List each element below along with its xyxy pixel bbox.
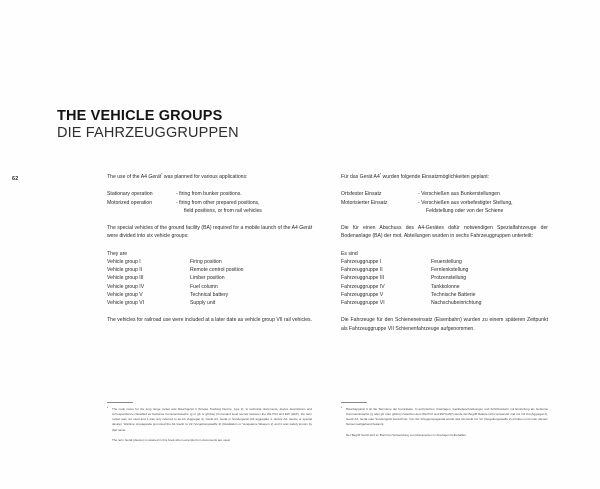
vehicle-group-row xyxy=(107,274,312,282)
footnote-item xyxy=(341,433,548,438)
german-railroad-note: Die Fahrzeuge für den Schieneneinsatz (Eisenbahn) wurden zu einem späteren Zeitpunkt als Fahrzeuggruppe VII Schienenfahrzeuge aufgenommen. xyxy=(341,317,548,332)
vehicle-group-name: Fahrzeuggruppe V xyxy=(341,291,384,298)
vehicle-group-name: Fahrzeuggruppe II xyxy=(341,267,383,273)
operation-term: Motorisierter Einsatz xyxy=(341,199,388,206)
vehicle-group-name: Vehicle group V xyxy=(107,291,143,298)
german-group-lead: Es sind xyxy=(341,250,358,257)
vehicle-group-name: Fahrzeuggruppe IV xyxy=(341,283,385,290)
footnote-item xyxy=(341,407,548,428)
vehicle-group-value: Tankkolonne xyxy=(431,283,460,290)
english-railroad-note: The vehicles for railroad use were included at a later date as vehicle group VII rail vehicles. xyxy=(107,317,312,324)
vehicle-group-value: Remote control position xyxy=(190,267,244,273)
vehicle-group-value: Protzenstellung xyxy=(431,275,467,282)
operation-desc: field positions, or from rail vehicles xyxy=(184,207,262,214)
page-number: 62 xyxy=(12,176,19,182)
vehicle-group-row xyxy=(341,283,548,291)
german-intro: Für das Gerät A4* wurden folgende Einsatzmöglichkeiten geplant: xyxy=(341,172,490,180)
operation-desc: Feldstellung oder von der Schiene xyxy=(426,207,504,214)
vehicle-group-value: Technische Batterie xyxy=(431,291,476,298)
vehicle-group-row xyxy=(107,299,312,307)
footnote-marker: * xyxy=(341,406,343,410)
operation-row xyxy=(341,207,548,215)
vehicle-group-value: Firing position xyxy=(190,258,222,265)
vehicle-group-value: Limber position xyxy=(190,275,225,282)
vehicle-group-row xyxy=(107,258,312,266)
german-column xyxy=(341,173,548,333)
operation-row xyxy=(107,207,312,215)
english-special-vehicles: The special vehicles of the ground facility (BA) required for a mobile launch of the A4 Gerät were divided into six vehicle groups: xyxy=(107,225,312,240)
operation-desc: - Verschießen aus vorbefestigter Stellung, xyxy=(418,199,513,206)
operation-row xyxy=(341,199,548,207)
vehicle-group-name: Vehicle group III xyxy=(107,275,144,282)
vehicle-group-name: Fahrzeuggruppe III xyxy=(341,275,385,282)
vehicle-group-row xyxy=(341,274,548,282)
footnote-text: Räuchapparat II ist die Tarnname der Fernrakete. In technischen Unterlagen, Gerätebeschreibungen und Schriftverkehr mit Einstufung als Geheime Kommandosache (g oder gK oder gKdos) zwischen dem Wa Prüf und EW (HAP) wurde der Begriff Rakete nicht verwendet und nur mit A4 (Aggregat 4), Gerät A4, Gerät oder Sondergerät bezeichnet. Von der Kriegspropaganda wurde das A4-Gerät zur V2 (Vergeltungswaffe 2) erhoben und unter diesem Namen weltgehend bekannt. xyxy=(346,406,548,427)
vehicle-group-value: Supply unit xyxy=(190,300,216,306)
footnotes-english xyxy=(107,402,312,448)
operation-desc: - Verschießen aus Bunkerstellungen xyxy=(418,191,500,198)
english-group-lead: They are xyxy=(107,250,128,257)
vehicle-group-name: Vehicle group VI xyxy=(107,300,145,306)
operation-term: Stationary operation xyxy=(107,191,153,198)
english-column xyxy=(107,173,312,325)
footnote-text: The term Gerät (device) is retained in this book when excerpts from documents are used. xyxy=(112,437,231,442)
german-special-vehicles: Die für einen Abschuss des A4-Gerätes dafür notwendigen Spezialfahrzeuge der Bodenanlage (BA) der mot. Abteilungen wurden in sechs Fahrzeuggruppen unterteilt: xyxy=(341,225,548,240)
footnote-rule xyxy=(107,402,133,403)
vehicle-group-row xyxy=(341,299,548,307)
vehicle-group-name: Vehicle group IV xyxy=(107,283,145,290)
footnote-item xyxy=(107,438,312,443)
vehicle-group-value: Fernlenkstellung xyxy=(431,267,469,273)
operation-row xyxy=(107,190,312,198)
footnote-text: The code name for the long range rocket was Räuchgerät II (Smoke Tracking Device, type 2). In technical documents, device descriptions and correspondence classified as Geheime Kommandosache (g or gK or gKdos) (Command level secret) between the Wa Prüf and EW (HAP), the term rocket was not used and it was only referred to as A4 (Aggregat 4), Gerät A4, Gerät or Sondergerät (A4 aggregate 4, device A4, device or special device). Wartime propaganda promoted the A4 Gerät to V2 (Vergeltungswaffe 2) (Retaliation or Vengeance Weapon 2) and it was widely known by that name. xyxy=(112,406,312,432)
page-title-german: DIE FAHRZEUGGRUPPEN xyxy=(57,125,239,142)
operation-desc: - firing from bunker positions. xyxy=(176,191,242,198)
vehicle-group-row xyxy=(341,266,548,274)
footnote-text: Der Begriff Gerät wird im Buch bei Verwendung von Dokumenten in Auszügen beibehalten. xyxy=(346,432,467,437)
vehicle-group-name: Vehicle group I xyxy=(107,258,141,265)
footnote-rule xyxy=(341,402,367,403)
operation-term: Ortsfester Einsatz xyxy=(341,191,382,198)
operation-term: Motorized operation xyxy=(107,199,153,206)
english-intro xyxy=(107,173,312,181)
vehicle-group-value: Fuel column xyxy=(190,283,218,290)
vehicle-group-name: Fahrzeuggruppe I xyxy=(341,258,382,265)
footnote-marker: * xyxy=(107,406,109,410)
english-intro-text: The use of the A4 Gerät* was planned for various applications: xyxy=(107,172,248,180)
german-operations-list xyxy=(341,190,548,215)
operation-desc: - firing from other prepared positions, xyxy=(176,199,260,206)
vehicle-group-name: Vehicle group II xyxy=(107,267,143,273)
vehicle-group-value: Nachschubeinrichtung xyxy=(431,300,482,306)
vehicle-group-row xyxy=(341,291,548,299)
page-title-english: THE VEHICLE GROUPS xyxy=(57,108,223,124)
vehicle-group-row xyxy=(107,291,312,299)
vehicle-group-name: Fahrzeuggruppe VI xyxy=(341,300,385,306)
vehicle-group-row xyxy=(107,283,312,291)
vehicle-group-value: Technical battery xyxy=(190,291,229,298)
operation-row xyxy=(107,199,312,207)
operation-row xyxy=(341,190,548,198)
english-operations-list xyxy=(107,190,312,215)
english-vehicle-groups xyxy=(107,250,312,308)
footnote-item xyxy=(107,407,312,433)
footnotes-german xyxy=(341,402,548,443)
page-title xyxy=(57,108,239,141)
vehicle-group-row xyxy=(341,258,548,266)
german-vehicle-groups xyxy=(341,250,548,308)
vehicle-group-value: Feuerstellung xyxy=(431,258,462,265)
vehicle-group-row xyxy=(107,266,312,274)
